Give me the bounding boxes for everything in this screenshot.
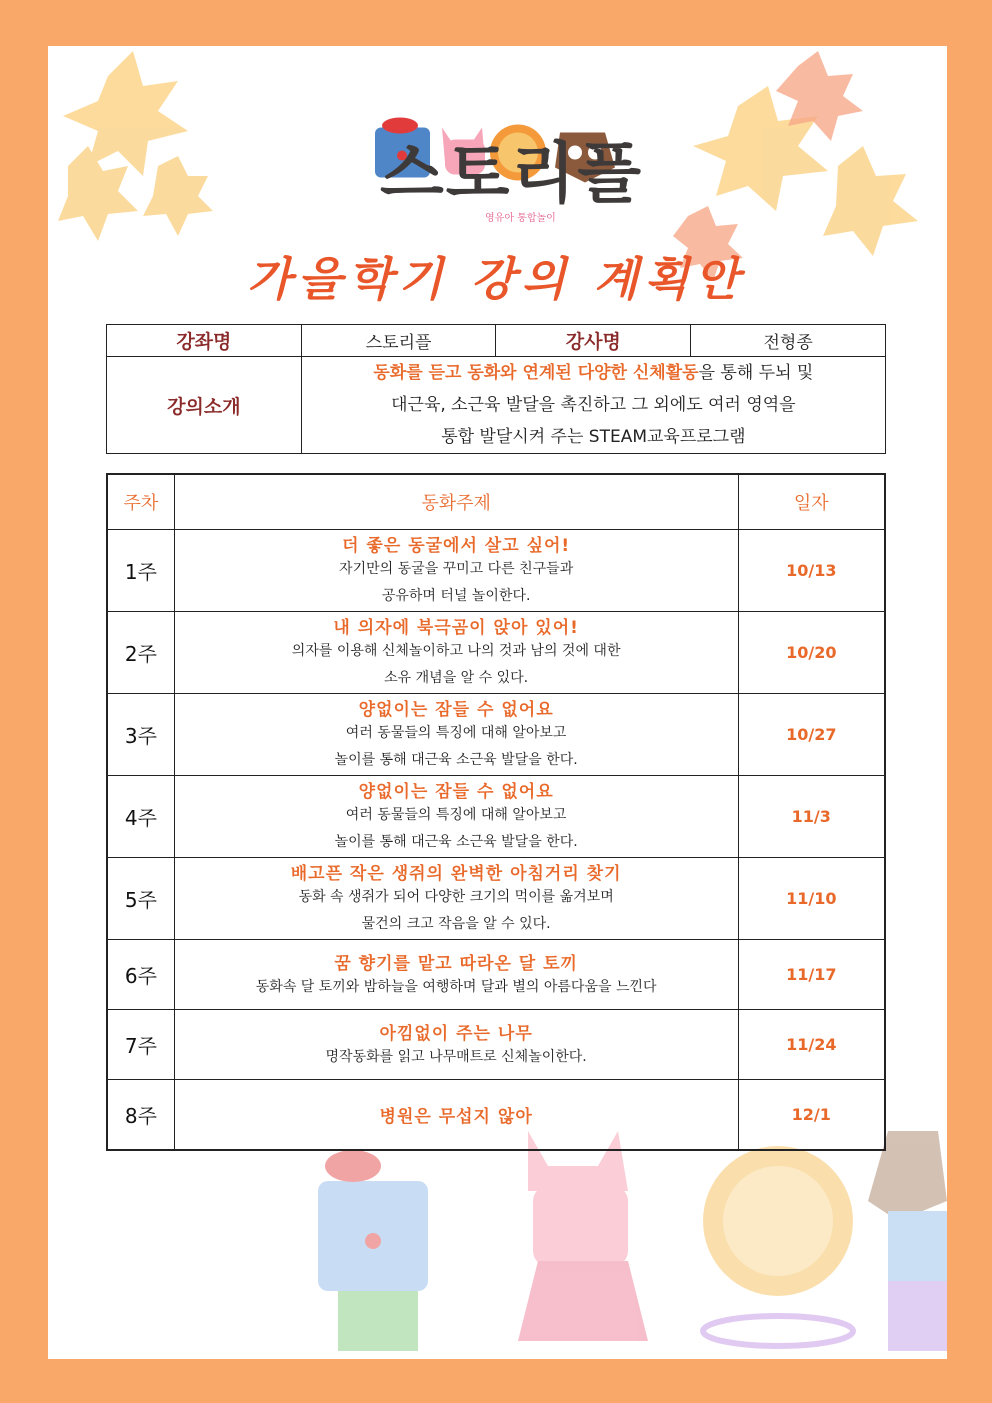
topic-desc: 여러 동물들의 특징에 대해 알아보고 [345,807,567,823]
topic-desc: 동화 속 생쥐가 되어 다양한 크기의 먹이를 옮겨보며 [298,889,614,905]
topic-title: 더 좋은 동굴에서 살고 싶어! [342,536,571,556]
topic-title: 아낌없이 주는 나무 [379,1023,533,1044]
intro-text [301,357,885,454]
topic-cell [174,776,738,858]
topic-desc: 놀이를 통해 대근육 소근육 발달을 한다. [334,834,578,850]
topic-cell [174,612,738,694]
table-row [107,1080,885,1150]
week-header: 주차 [107,474,174,530]
topic-desc: 여러 동물들의 특징에 대해 알아보고 [345,725,567,741]
teacher-name-label: 강사명 [496,325,691,357]
week-cell: 2주 [107,612,174,694]
topic-header: 동화주제 [174,474,738,530]
intro-label: 강의소개 [107,357,302,454]
topic-desc: 자기만의 동굴을 꾸미고 다른 친구들과 [339,561,574,577]
schedule-table [106,473,886,1151]
topic-cell [174,694,738,776]
topic-title: 배고픈 작은 생쥐의 완벽한 아침거리 찾기 [290,864,622,884]
course-name-label: 강좌명 [107,325,302,357]
topic-cell [174,940,738,1010]
topic-cell [174,1080,738,1150]
logo-wordmark: 스토리플 [380,135,644,212]
topic-title: 양없이는 잠들 수 없어요 [358,782,554,802]
topic-desc: 놀이를 통해 대근육 소근육 발달을 한다. [334,752,578,768]
week-cell: 6주 [107,940,174,1010]
week-cell: 5주 [107,858,174,940]
intro-highlight: 동화를 듣고 동화와 연계된 다양한 신체활동 [373,363,699,383]
table-row [107,612,885,694]
date-cell: 12/1 [738,1080,885,1150]
topic-desc: 소유 개념을 알 수 있다. [384,670,529,686]
table-row [107,694,885,776]
week-cell: 3주 [107,694,174,776]
topic-desc: 물건의 크고 작음을 알 수 있다. [361,916,551,932]
week-cell: 4주 [107,776,174,858]
logo-tagline: 영유아 통합놀이 [485,213,556,224]
topic-desc: 동화속 달 토끼와 밤하늘을 여행하며 달과 별의 아름다움을 느낀다 [255,978,657,995]
table-row [107,776,885,858]
topic-cell [174,858,738,940]
date-cell: 11/3 [738,776,885,858]
date-cell: 10/27 [738,694,885,776]
topic-cell [174,1010,738,1080]
table-row [107,940,885,1010]
date-header: 일자 [738,474,885,530]
page-title: 가을학기 강의 계획안 [247,252,745,306]
week-cell: 1주 [107,530,174,612]
week-cell: 7주 [107,1010,174,1080]
date-cell: 11/24 [738,1010,885,1080]
week-cell: 8주 [107,1080,174,1150]
topic-title: 내 의자에 북극곰이 앉아 있어! [333,618,579,638]
date-cell: 10/20 [738,612,885,694]
course-name-value: 스토리플 [301,325,496,357]
intro-line-3: 통합 발달시켜 주는 STEAM교육프로그램 [441,427,746,447]
table-row [107,1010,885,1080]
topic-title: 양없이는 잠들 수 없어요 [358,700,554,720]
course-info-table [106,324,886,454]
topic-title: 병원은 무섭지 않아 [379,1106,533,1127]
intro-line-2: 대근육, 소근육 발달을 촉진하고 그 외에도 여러 영역을 [391,395,796,415]
date-cell: 11/10 [738,858,885,940]
topic-desc: 명작동화를 읽고 나무매트로 신체놀이한다. [325,1048,587,1065]
intro-line-1: 을 통해 두뇌 및 [698,363,814,383]
date-cell: 10/13 [738,530,885,612]
topic-cell [174,530,738,612]
table-row [107,858,885,940]
topic-desc: 의자를 이용해 신체놀이하고 나의 것과 남의 것에 대한 [291,643,621,659]
teacher-name-value: 전형종 [691,325,886,357]
table-row [107,530,885,612]
date-cell: 11/17 [738,940,885,1010]
topic-desc: 공유하며 터널 놀이한다. [381,588,531,604]
topic-title: 꿈 향기를 맡고 따라온 달 토끼 [334,953,578,974]
